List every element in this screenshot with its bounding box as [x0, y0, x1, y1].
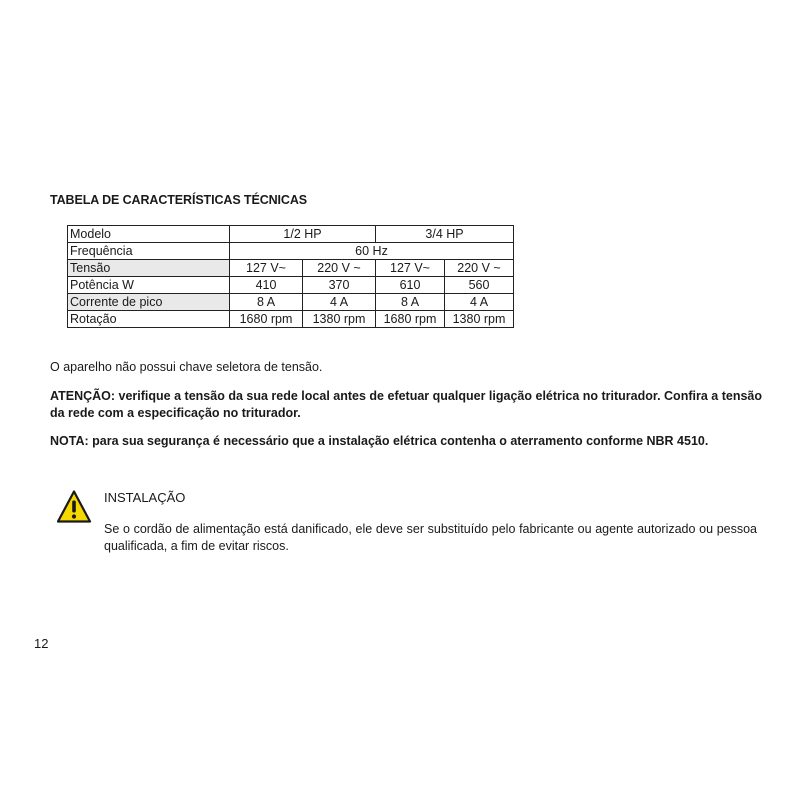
table-cell: 127 V~: [230, 260, 303, 277]
row-label-potencia: Potência W: [68, 277, 230, 294]
table-cell: 1380 rpm: [303, 311, 376, 328]
table-cell: 560: [445, 277, 514, 294]
installation-heading: INSTALAÇÃO: [104, 490, 186, 505]
table-row: [68, 243, 514, 260]
table-row: [68, 277, 514, 294]
table-row: [68, 311, 514, 328]
page-title: TABELA DE CARACTERÍSTICAS TÉCNICAS: [50, 193, 308, 207]
row-label-rotacao: Rotação: [68, 311, 230, 328]
model-1-2hp-cell: 1/2 HP: [230, 226, 376, 243]
installation-text: Se o cordão de alimentação está danificado, ele deve ser substituído pelo fabricante ou agente autorizado ou pessoa qualificada, a fim de evitar riscos.: [104, 522, 757, 553]
table-cell: 8 A: [230, 294, 303, 311]
table-cell: 220 V ~: [303, 260, 376, 277]
specs-table: [67, 225, 514, 328]
row-label-frequencia: Frequência: [68, 243, 230, 260]
attention-paragraph: ATENÇÃO: verifique a tensão da sua rede local antes de efetuar qualquer ligação elétrica no triturador. Confira a tensão da rede com a especificação no triturador.: [50, 389, 762, 420]
row-label-modelo: Modelo: [68, 226, 230, 243]
page-number: 12: [34, 636, 49, 651]
table-cell: 370: [303, 277, 376, 294]
voltage-selector-info: O aparelho não possui chave seletora de tensão.: [50, 360, 323, 374]
table-cell: 4 A: [445, 294, 514, 311]
table-cell: 1380 rpm: [445, 311, 514, 328]
table-cell: 8 A: [376, 294, 445, 311]
table-cell: 1680 rpm: [376, 311, 445, 328]
table-cell: 127 V~: [376, 260, 445, 277]
row-label-tensao: Tensão: [68, 260, 230, 277]
table-cell: 1680 rpm: [230, 311, 303, 328]
table-cell: 410: [230, 277, 303, 294]
warning-triangle-icon: [56, 489, 92, 525]
note-paragraph: NOTA: para sua segurança é necessário que a instalação elétrica contenha o aterramento conforme NBR 4510.: [50, 434, 709, 448]
table-cell: 220 V ~: [445, 260, 514, 277]
table-cell: 610: [376, 277, 445, 294]
table-row: [68, 294, 514, 311]
frequency-cell: 60 Hz: [230, 243, 514, 260]
table-row: [68, 260, 514, 277]
row-label-corrente: Corrente de pico: [68, 294, 230, 311]
table-cell: 4 A: [303, 294, 376, 311]
table-row: [68, 226, 514, 243]
model-3-4hp-cell: 3/4 HP: [376, 226, 514, 243]
